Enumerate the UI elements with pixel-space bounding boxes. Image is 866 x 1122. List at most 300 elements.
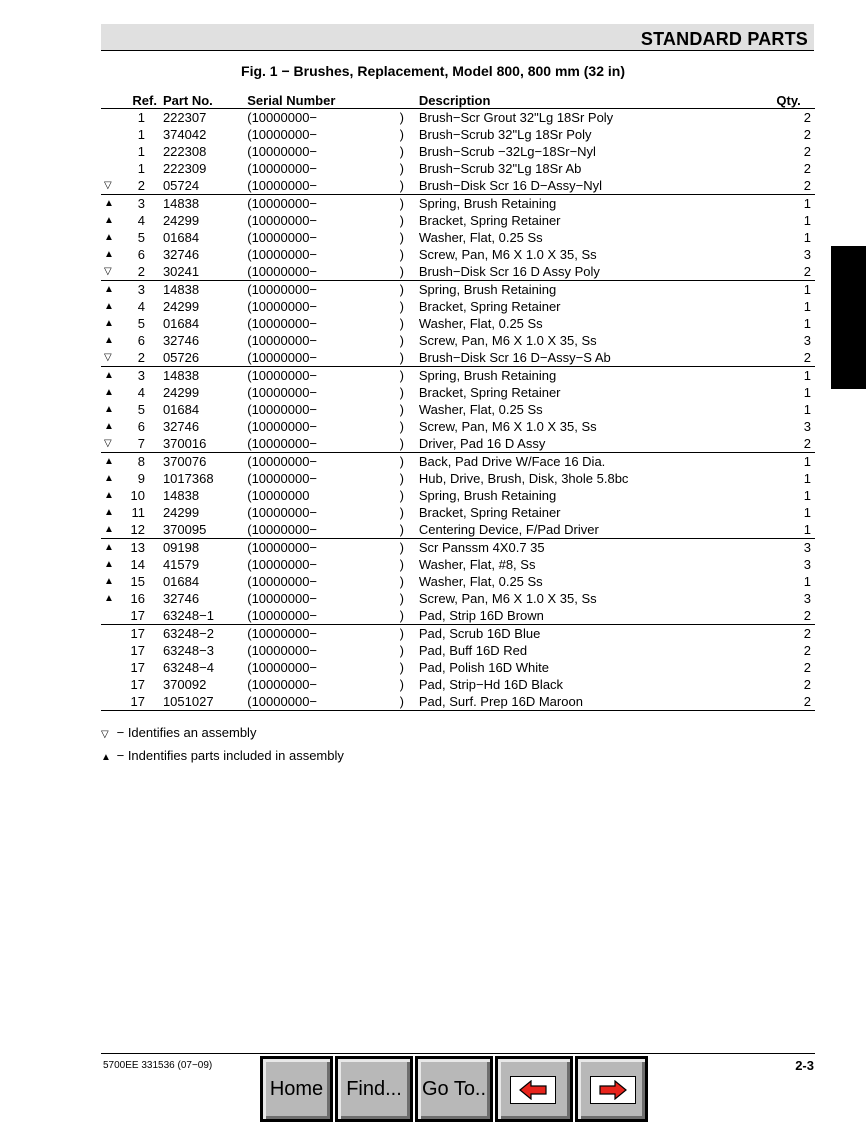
- table-row: [101, 487, 815, 504]
- row-marker: [101, 625, 128, 643]
- row-marker: [101, 659, 128, 676]
- part-description: Brush−Scrub 32"Lg 18Sr Ab: [418, 161, 582, 176]
- row-marker: ▲: [104, 404, 114, 415]
- part-description: Brush−Scrub 32"Lg 18Sr Poly: [418, 127, 592, 142]
- ref-column-header: Ref.: [128, 92, 163, 109]
- part-description: Washer, Flat, 0.25 Ss: [418, 316, 543, 331]
- ref-number: 9: [137, 471, 145, 486]
- right-arrow-icon: [590, 1076, 636, 1104]
- quantity: 1: [803, 522, 811, 537]
- part-description: Washer, Flat, #8, Ss: [418, 557, 536, 572]
- quantity: 2: [803, 161, 811, 176]
- serial-close-paren: ): [399, 402, 404, 417]
- table-row: [101, 556, 815, 573]
- serial-close-paren: ): [400, 367, 419, 385]
- previous-page-button[interactable]: [495, 1056, 573, 1122]
- row-marker: ▲: [104, 473, 114, 484]
- serial-close-paren: ): [399, 316, 404, 331]
- ref-number: 10: [130, 488, 145, 503]
- part-number: 222307: [162, 110, 207, 125]
- row-marker: [101, 126, 128, 143]
- part-number: 370095: [162, 522, 207, 537]
- ref-number: 3: [128, 195, 163, 213]
- quantity: 1: [803, 402, 811, 417]
- ref-number: 6: [137, 333, 145, 348]
- serial-number: (10000000−: [247, 436, 318, 451]
- ref-number: 15: [130, 574, 145, 589]
- serial-close-paren: ): [400, 453, 419, 471]
- quantity: 2: [776, 693, 815, 711]
- part-number: 1051027: [163, 693, 247, 711]
- part-number: 41579: [162, 557, 200, 572]
- serial-number: (10000000−: [247, 367, 399, 385]
- part-description: Brush−Scr Grout 32"Lg 18Sr Poly: [418, 110, 614, 125]
- quantity: 1: [803, 505, 811, 520]
- table-row: [101, 418, 815, 435]
- part-number: 222309: [162, 161, 207, 176]
- part-description: Bracket, Spring Retainer: [418, 505, 561, 520]
- row-marker: [101, 642, 128, 659]
- row-marker: ▲: [104, 421, 114, 432]
- row-marker: ▲: [104, 387, 114, 398]
- ref-number: 17: [128, 693, 163, 711]
- serial-number: (10000000−: [247, 230, 318, 245]
- included-part-marker-icon: ▲: [101, 752, 111, 763]
- part-number: 32746: [162, 419, 200, 434]
- section-tab: [831, 246, 866, 389]
- quantity: 1: [803, 213, 811, 228]
- ref-number: 3: [128, 367, 163, 385]
- table-row: [101, 246, 815, 263]
- ref-number: 5: [137, 230, 145, 245]
- quantity: 2: [803, 127, 811, 142]
- serial-number: (10000000−: [247, 505, 318, 520]
- serial-close-paren: ): [399, 419, 404, 434]
- ref-number: 8: [128, 453, 163, 471]
- part-description: Washer, Flat, 0.25 Ss: [418, 230, 543, 245]
- serial-close-paren: ): [399, 574, 404, 589]
- serial-number: (10000000−: [247, 299, 318, 314]
- row-marker: ▲: [104, 301, 114, 312]
- part-number: 01684: [162, 574, 200, 589]
- assembly-marker-icon: ▽: [101, 729, 109, 740]
- part-description: Brush−Disk Scr 16 D Assy Poly: [418, 264, 600, 279]
- serial-number: (10000000−: [247, 677, 318, 692]
- part-description: Driver, Pad 16 D Assy: [418, 436, 546, 451]
- table-row: [101, 143, 815, 160]
- serial-number: (10000000−: [247, 350, 318, 365]
- part-number: 374042: [162, 127, 207, 142]
- quantity: 2: [803, 643, 811, 658]
- table-row: [101, 521, 815, 539]
- ref-number: 16: [130, 591, 145, 606]
- ref-number: 17: [130, 608, 145, 623]
- part-description: Bracket, Spring Retainer: [418, 385, 561, 400]
- quantity: 2: [803, 660, 811, 675]
- ref-number: 12: [130, 522, 145, 537]
- quantity: 3: [803, 333, 811, 348]
- table-row: [101, 435, 815, 453]
- part-number: 24299: [162, 213, 200, 228]
- quantity: 3: [803, 419, 811, 434]
- quantity: 2: [803, 264, 811, 279]
- serial-number: (10000000−: [247, 316, 318, 331]
- serial-number: (10000000−: [247, 660, 318, 675]
- row-marker: [101, 109, 128, 127]
- ref-number: 2: [137, 178, 145, 193]
- part-description: Spring, Brush Retaining: [419, 281, 777, 299]
- serial-number: (10000000−: [247, 385, 318, 400]
- row-marker: [101, 693, 128, 711]
- part-number: 63248−3: [162, 643, 214, 658]
- legend-text: − Indentifies parts included in assembly: [113, 748, 344, 763]
- serial-number: (10000000−: [247, 247, 318, 262]
- table-row: [101, 367, 815, 385]
- part-description: Brush−Disk Scr 16 D−Assy−Nyl: [418, 178, 603, 193]
- part-description: Pad, Strip−Hd 16D Black: [418, 677, 564, 692]
- left-arrow-icon: [510, 1076, 556, 1104]
- table-row: [101, 281, 815, 299]
- part-description: Scr Panssm 4X0.7 35: [419, 539, 777, 557]
- legend-included-parts: [101, 748, 344, 763]
- serial-close-paren: ): [400, 539, 419, 557]
- ref-number: 2: [137, 350, 145, 365]
- serial-close-paren: ): [399, 144, 404, 159]
- part-description: Screw, Pan, M6 X 1.0 X 35, Ss: [418, 591, 597, 606]
- row-marker: [101, 160, 128, 177]
- part-number: 14838: [162, 488, 200, 503]
- home-button[interactable]: [260, 1056, 333, 1122]
- row-marker: ▲: [104, 335, 114, 346]
- ref-number: 4: [137, 213, 145, 228]
- part-description: Spring, Brush Retaining: [418, 488, 557, 503]
- row-marker: ▲: [101, 367, 128, 385]
- serial-close-paren: ): [399, 436, 404, 451]
- quantity: 2: [803, 350, 811, 365]
- row-marker: ▽: [104, 352, 112, 363]
- row-marker: ▲: [104, 232, 114, 243]
- table-row: [101, 470, 815, 487]
- quantity: 3: [776, 539, 815, 557]
- part-description: Centering Device, F/Pad Driver: [418, 522, 599, 537]
- table-row: [101, 659, 815, 676]
- part-description: Screw, Pan, M6 X 1.0 X 35, Ss: [418, 247, 597, 262]
- part-number: 14838: [163, 195, 247, 213]
- serial-number: (10000000: [247, 488, 310, 503]
- part-number: 370076: [163, 453, 247, 471]
- part-description: Brush−Scrub −32Lg−18Sr−Nyl: [418, 144, 596, 159]
- quantity: 2: [803, 436, 811, 451]
- serial-close-paren: ): [399, 385, 404, 400]
- quantity: 2: [776, 625, 815, 643]
- row-marker: ▽: [104, 266, 112, 277]
- part-number: 05724: [162, 178, 200, 193]
- table-row: [101, 315, 815, 332]
- serial-close-paren: ): [399, 350, 404, 365]
- quantity: 2: [803, 110, 811, 125]
- serial-close-paren: ): [399, 505, 404, 520]
- table-row: [101, 109, 815, 127]
- goto-button-label: Go To..: [421, 1078, 487, 1100]
- serial-close-paren: ): [399, 178, 404, 193]
- table-row: [101, 504, 815, 521]
- part-description: Hub, Drive, Brush, Disk, 3hole 5.8bc: [418, 471, 629, 486]
- part-description: Washer, Flat, 0.25 Ss: [418, 574, 543, 589]
- part-number: 32746: [162, 591, 200, 606]
- ref-number: 7: [137, 436, 145, 451]
- table-row: [101, 453, 815, 471]
- serial-close-paren: ): [400, 195, 419, 213]
- serial-number: (10000000−: [247, 643, 318, 658]
- serial-close-paren: ): [399, 677, 404, 692]
- parts-table: [101, 92, 815, 711]
- serial-number: (10000000−: [247, 333, 318, 348]
- serial-number: (10000000−: [247, 281, 399, 299]
- serial-number: (10000000−: [247, 213, 318, 228]
- part-number: 01684: [162, 230, 200, 245]
- row-marker: ▲: [104, 215, 114, 226]
- serial-number: (10000000−: [247, 574, 318, 589]
- ref-number: 4: [137, 299, 145, 314]
- find-button[interactable]: [335, 1056, 413, 1122]
- serial-close-paren: ): [399, 643, 404, 658]
- table-row: [101, 625, 815, 643]
- ref-number: 1: [137, 110, 145, 125]
- serial-close-paren: ): [400, 281, 419, 299]
- quantity: 1: [776, 367, 815, 385]
- serial-number: (10000000−: [247, 419, 318, 434]
- part-number: 01684: [162, 402, 200, 417]
- serial-number: (10000000−: [247, 264, 318, 279]
- table-row: [101, 693, 815, 711]
- table-row: [101, 332, 815, 349]
- row-marker: [101, 607, 128, 625]
- ref-number: 11: [131, 505, 145, 520]
- serial-number: (10000000−: [247, 693, 399, 711]
- serial-column-header: Serial Number: [247, 92, 399, 109]
- row-marker: [101, 676, 128, 693]
- part-description: Bracket, Spring Retainer: [418, 213, 561, 228]
- table-row: [101, 177, 815, 195]
- quantity: 1: [776, 195, 815, 213]
- description-column-header: Description: [419, 92, 777, 109]
- ref-number: 13: [128, 539, 163, 557]
- part-description: Pad, Strip 16D Brown: [418, 608, 544, 623]
- part-number: 63248−2: [163, 625, 247, 643]
- part-number: 370016: [162, 436, 207, 451]
- quantity: 2: [803, 677, 811, 692]
- table-row: [101, 384, 815, 401]
- table-row: [101, 401, 815, 418]
- quantity: 3: [803, 247, 811, 262]
- part-description: Screw, Pan, M6 X 1.0 X 35, Ss: [418, 419, 597, 434]
- table-row: [101, 607, 815, 625]
- part-description: Pad, Polish 16D White: [418, 660, 549, 675]
- ref-number: 3: [128, 281, 163, 299]
- row-marker: ▲: [104, 593, 114, 604]
- serial-number: (10000000−: [247, 453, 399, 471]
- part-number: 1017368: [162, 471, 214, 486]
- serial-close-paren: ): [399, 299, 404, 314]
- serial-close-paren: ): [399, 608, 404, 623]
- quantity: 1: [803, 574, 811, 589]
- part-description: Brush−Disk Scr 16 D−Assy−S Ab: [418, 350, 611, 365]
- part-description: Spring, Brush Retaining: [419, 195, 777, 213]
- ref-number: 6: [137, 419, 145, 434]
- part-description: Spring, Brush Retaining: [419, 367, 777, 385]
- serial-close-paren: ): [399, 591, 404, 606]
- next-page-button[interactable]: [575, 1056, 648, 1122]
- part-number: 14838: [163, 367, 247, 385]
- part-number: 222308: [162, 144, 207, 159]
- ref-number: 5: [137, 402, 145, 417]
- row-marker: ▲: [104, 524, 114, 535]
- marker-column-header: [101, 92, 128, 109]
- part-number: 370092: [162, 677, 207, 692]
- serial-close-paren: ): [399, 230, 404, 245]
- serial-close-paren: ): [399, 333, 404, 348]
- serial-number: (10000000−: [247, 195, 399, 213]
- quantity: 1: [803, 299, 811, 314]
- ref-number: 17: [130, 660, 145, 675]
- serial-number: (10000000−: [247, 539, 399, 557]
- serial-number: (10000000−: [247, 471, 318, 486]
- legend-text: − Identifies an assembly: [113, 725, 257, 740]
- part-number: 32746: [162, 247, 200, 262]
- part-description: Pad, Surf. Prep 16D Maroon: [419, 693, 777, 711]
- serial-close-paren: ): [399, 110, 404, 125]
- table-row: [101, 160, 815, 177]
- part-number: 24299: [162, 299, 200, 314]
- page-number: 2-3: [795, 1058, 814, 1073]
- serial-close-paren: ): [399, 471, 404, 486]
- serial-number: (10000000−: [247, 144, 318, 159]
- serial-close-paren: ): [399, 264, 404, 279]
- serial-number: (10000000−: [247, 161, 318, 176]
- serial-close-paren: ): [399, 557, 404, 572]
- row-marker: ▲: [101, 539, 128, 557]
- ref-number: 5: [137, 316, 145, 331]
- part-number: 09198: [163, 539, 247, 557]
- row-marker: ▲: [101, 195, 128, 213]
- quantity: 2: [803, 178, 811, 193]
- serial-close-paren: ): [399, 213, 404, 228]
- row-marker: ▽: [104, 438, 112, 449]
- serial-close-paren: ): [399, 660, 404, 675]
- quantity: 2: [803, 608, 811, 623]
- ref-number: 4: [137, 385, 145, 400]
- ref-number: 6: [137, 247, 145, 262]
- part-number: 14838: [163, 281, 247, 299]
- quantity: 1: [803, 385, 811, 400]
- goto-button[interactable]: [415, 1056, 493, 1122]
- ref-number: 17: [130, 677, 145, 692]
- find-button-label: Find...: [346, 1078, 402, 1100]
- row-marker: ▲: [104, 490, 114, 501]
- part-description: Washer, Flat, 0.25 Ss: [418, 402, 543, 417]
- quantity: 1: [803, 488, 811, 503]
- serial-close-paren: ): [399, 522, 404, 537]
- serial-close-paren: ): [399, 247, 404, 262]
- table-row: [101, 349, 815, 367]
- part-description: Screw, Pan, M6 X 1.0 X 35, Ss: [418, 333, 597, 348]
- part-description: Pad, Scrub 16D Blue: [419, 625, 777, 643]
- paren-column-header: [400, 92, 419, 109]
- ref-number: 1: [137, 161, 145, 176]
- serial-number: (10000000−: [247, 178, 318, 193]
- quantity: 3: [803, 591, 811, 606]
- table-row: [101, 676, 815, 693]
- table-row: [101, 212, 815, 229]
- serial-close-paren: ): [399, 161, 404, 176]
- serial-number: (10000000−: [247, 557, 318, 572]
- footer-divider: [101, 1053, 815, 1054]
- row-marker: [101, 143, 128, 160]
- part-description: Back, Pad Drive W/Face 16 Dia.: [419, 453, 777, 471]
- part-number: 05726: [162, 350, 200, 365]
- serial-close-paren: ): [400, 625, 419, 643]
- part-number: 01684: [162, 316, 200, 331]
- ref-number: 1: [137, 127, 145, 142]
- quantity: 3: [803, 557, 811, 572]
- table-row: [101, 229, 815, 246]
- section-title: STANDARD PARTS: [640, 29, 808, 49]
- home-button-label: Home: [269, 1078, 324, 1100]
- row-marker: ▲: [104, 559, 114, 570]
- serial-number: (10000000−: [247, 625, 399, 643]
- qty-column-header: Qty.: [776, 92, 815, 109]
- serial-number: (10000000−: [247, 608, 318, 623]
- ref-number: 17: [130, 643, 145, 658]
- table-row: [101, 298, 815, 315]
- row-marker: ▲: [104, 507, 114, 518]
- quantity: 2: [803, 144, 811, 159]
- table-row: [101, 573, 815, 590]
- serial-close-paren: ): [399, 488, 404, 503]
- ref-number: 2: [137, 264, 145, 279]
- quantity: 1: [803, 230, 811, 245]
- row-marker: ▲: [104, 249, 114, 260]
- serial-number: (10000000−: [247, 591, 318, 606]
- row-marker: ▽: [104, 180, 112, 191]
- part-number: 63248−4: [162, 660, 214, 675]
- part-number: 63248−1: [162, 608, 214, 623]
- row-marker: ▲: [101, 281, 128, 299]
- quantity: 1: [776, 281, 815, 299]
- part-number: 24299: [162, 385, 200, 400]
- part-description: Pad, Buff 16D Red: [418, 643, 528, 658]
- serial-close-paren: ): [400, 693, 419, 711]
- figure-title: Fig. 1 − Brushes, Replacement, Model 800, 800 mm (32 in): [241, 63, 625, 79]
- ref-number: 14: [130, 557, 145, 572]
- table-header: [101, 92, 815, 109]
- table-row: [101, 195, 815, 213]
- serial-number: (10000000−: [247, 402, 318, 417]
- table-row: [101, 263, 815, 281]
- part-number: 30241: [162, 264, 200, 279]
- doc-number: 5700EE 331536 (07−09): [103, 1060, 213, 1071]
- serial-close-paren: ): [399, 127, 404, 142]
- quantity: 1: [776, 453, 815, 471]
- ref-number: 17: [128, 625, 163, 643]
- table-row: [101, 590, 815, 607]
- part-description: Bracket, Spring Retainer: [418, 299, 561, 314]
- serial-number: (10000000−: [247, 110, 318, 125]
- quantity: 1: [803, 316, 811, 331]
- quantity: 1: [803, 471, 811, 486]
- part-no-column-header: Part No.: [163, 92, 247, 109]
- table-row: [101, 642, 815, 659]
